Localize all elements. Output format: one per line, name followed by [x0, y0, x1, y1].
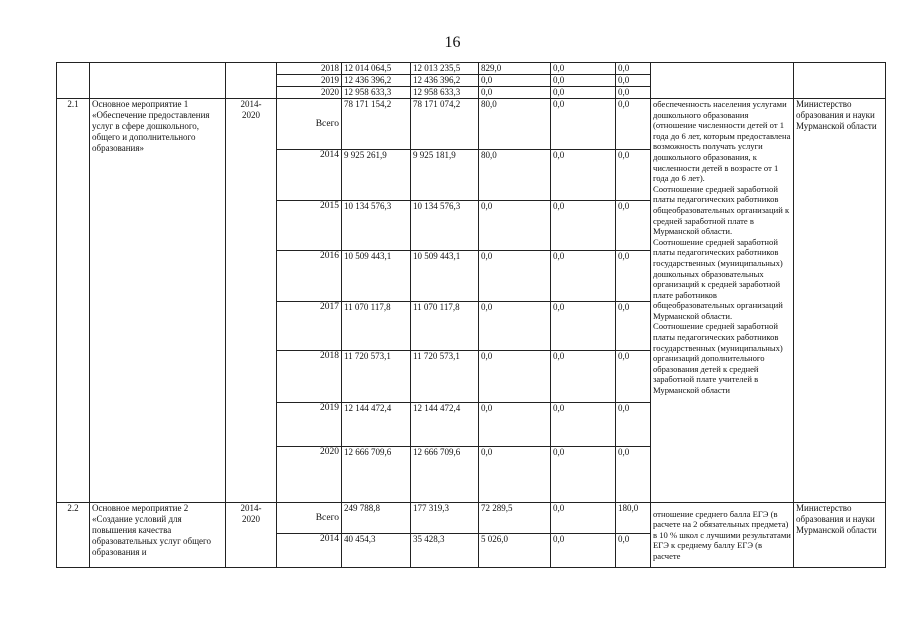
cell-total: 9 925 261,9: [342, 150, 411, 201]
cell-regional: 11 070 117,8: [411, 302, 479, 351]
cell-total: 12 436 396,2: [342, 75, 411, 87]
cell-federal: 80,0: [479, 99, 551, 150]
cell-federal: 829,0: [479, 63, 551, 75]
cell-year: 2018: [277, 351, 342, 403]
cell-local: 0,0: [551, 150, 616, 201]
cell-period-empty: [226, 63, 277, 99]
cell-num-empty: [57, 63, 90, 99]
cell-indicator-empty: [651, 63, 794, 99]
cell-regional: 12 958 633,3: [411, 87, 479, 99]
cell-federal: 0,0: [479, 403, 551, 447]
cell-federal: 0,0: [479, 351, 551, 403]
cell-other: 0,0: [616, 447, 651, 503]
cell-executor-empty: [794, 63, 886, 99]
cell-other: 0,0: [616, 351, 651, 403]
cell-year: 2016: [277, 251, 342, 302]
cell-local: 0,0: [551, 99, 616, 150]
program-table: [56, 62, 886, 568]
cell-federal: 0,0: [479, 87, 551, 99]
item-executor: Министерство образования и науки Мурманской области: [794, 99, 886, 503]
page-number: 16: [444, 34, 461, 51]
cell-other: 0,0: [616, 63, 651, 75]
cell-local: 0,0: [551, 75, 616, 87]
cell-local: 0,0: [551, 63, 616, 75]
cell-year: 2018: [277, 63, 342, 75]
cell-other: 0,0: [616, 251, 651, 302]
cell-total: 12 958 633,3: [342, 87, 411, 99]
cell-year: 2020: [277, 447, 342, 503]
cell-federal: 0,0: [479, 251, 551, 302]
cell-year: 2017: [277, 302, 342, 351]
cell-federal: 0,0: [479, 201, 551, 251]
cell-other: 0,0: [616, 302, 651, 351]
cell-regional: 78 171 074,2: [411, 99, 479, 150]
table-row: [57, 503, 886, 534]
cell-local: 0,0: [551, 302, 616, 351]
table-row: [57, 99, 886, 150]
cell-regional: 177 319,3: [411, 503, 479, 534]
cell-total: 249 788,8: [342, 503, 411, 534]
cell-other: 0,0: [616, 534, 651, 568]
item-name: Основное мероприятие 2 «Создание условий для повышения качества образовательных услуг общего образования и: [90, 503, 226, 568]
cell-federal: 5 026,0: [479, 534, 551, 568]
cell-total: 10 134 576,3: [342, 201, 411, 251]
cell-year: Всего: [277, 99, 342, 150]
cell-other: 0,0: [616, 201, 651, 251]
cell-local: 0,0: [551, 447, 616, 503]
cell-local: 0,0: [551, 534, 616, 568]
cell-year: 2019: [277, 75, 342, 87]
cell-year: 2014: [277, 150, 342, 201]
cell-year: 2015: [277, 201, 342, 251]
item-period: 2014- 2020: [226, 99, 277, 503]
cell-total: 40 454,3: [342, 534, 411, 568]
cell-other: 0,0: [616, 87, 651, 99]
cell-regional: 10 134 576,3: [411, 201, 479, 251]
item-number: 2.2: [57, 503, 90, 568]
cell-year: 2014: [277, 534, 342, 568]
cell-name-empty: [90, 63, 226, 99]
cell-other: 0,0: [616, 150, 651, 201]
cell-federal: 72 289,5: [479, 503, 551, 534]
cell-regional: 12 666 709,6: [411, 447, 479, 503]
cell-local: 0,0: [551, 251, 616, 302]
cell-regional: 11 720 573,1: [411, 351, 479, 403]
item-executor: Министерство образования и науки Мурманской области: [794, 503, 886, 568]
item-indicators: обеспеченность населения услугами дошкольного образования (отношение численности детей от 1 года до 6 лет, которым предоставлена возможность получать услуги дошкольного образования, к численности детей в возрасте от 1 года до 6 лет). Соотношение средней заработной платы педагогических работников общеобразовательных организаций к средней заработной плате в Мурманской области. Соотношение средней заработной платы педагогических работников государственных (муниципальных) дошкольных образовательных организаций к средней заработной плате работников общеобразовательных организаций Мурманской области. Соотношение средней заработной платы педагогических работников государственных (муниципальных) организаций дополнительного образования детей к средней заработной плате учителей в Мурманской области: [651, 99, 794, 503]
cell-total: 12 014 064,5: [342, 63, 411, 75]
cell-regional: 10 509 443,1: [411, 251, 479, 302]
cell-total: 12 144 472,4: [342, 403, 411, 447]
item-number: 2.1: [57, 99, 90, 503]
cell-other: 180,0: [616, 503, 651, 534]
cell-year: Всего: [277, 503, 342, 534]
table-row: [57, 63, 886, 75]
item-name: Основное мероприятие 1 «Обеспечение предоставления услуг в сфере дошкольного, общего и дополнительного образования»: [90, 99, 226, 503]
cell-total: 10 509 443,1: [342, 251, 411, 302]
cell-year: 2019: [277, 403, 342, 447]
cell-local: 0,0: [551, 201, 616, 251]
cell-year: 2020: [277, 87, 342, 99]
cell-local: 0,0: [551, 403, 616, 447]
cell-other: 0,0: [616, 99, 651, 150]
cell-federal: 0,0: [479, 447, 551, 503]
item-indicators: отношение среднего балла ЕГЭ (в расчете на 2 обязательных предмета) в 10 % школ с лучшими результатами ЕГЭ к среднему баллу ЕГЭ (в расчете: [651, 503, 794, 568]
table-body: [57, 63, 886, 568]
cell-local: 0,0: [551, 503, 616, 534]
cell-regional: 35 428,3: [411, 534, 479, 568]
cell-regional: 12 013 235,5: [411, 63, 479, 75]
cell-regional: 12 436 396,2: [411, 75, 479, 87]
cell-federal: 0,0: [479, 302, 551, 351]
cell-local: 0,0: [551, 351, 616, 403]
cell-total: 78 171 154,2: [342, 99, 411, 150]
cell-regional: 12 144 472,4: [411, 403, 479, 447]
cell-federal: 0,0: [479, 75, 551, 87]
cell-federal: 80,0: [479, 150, 551, 201]
cell-other: 0,0: [616, 75, 651, 87]
cell-total: 11 720 573,1: [342, 351, 411, 403]
cell-other: 0,0: [616, 403, 651, 447]
cell-local: 0,0: [551, 87, 616, 99]
cell-regional: 9 925 181,9: [411, 150, 479, 201]
cell-total: 11 070 117,8: [342, 302, 411, 351]
cell-total: 12 666 709,6: [342, 447, 411, 503]
item-period: 2014- 2020: [226, 503, 277, 568]
